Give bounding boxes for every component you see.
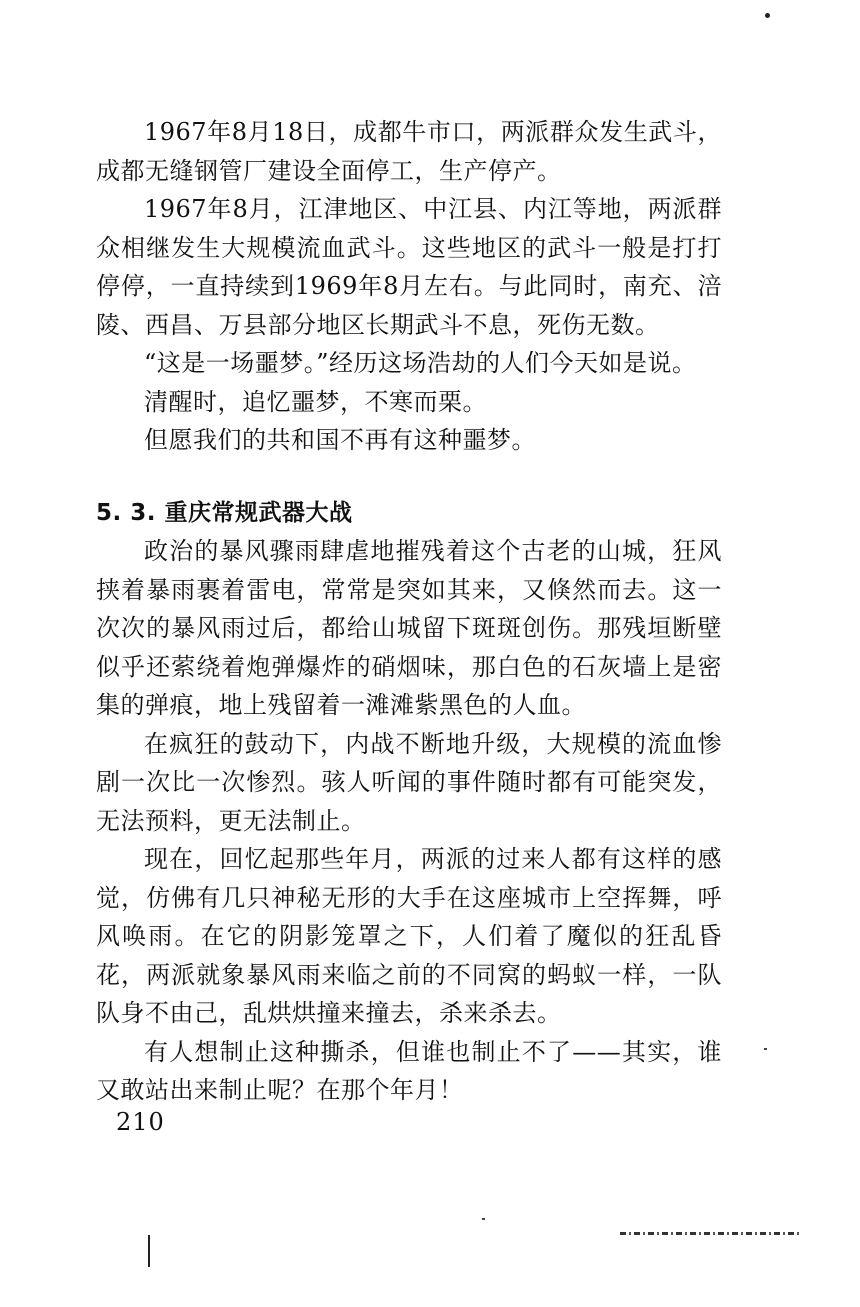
paragraph: 在疯狂的鼓动下，内战不断地升级，大规模的流血惨剧一次比一次惨烈。骇人听闻的事件随时都有可能突发，无法预料，更无法制止。 — [96, 729, 722, 835]
paragraph: “这是一场噩梦。”经历这场浩劫的人们今天如是说。 — [144, 349, 697, 377]
section-gap — [96, 460, 722, 494]
scan-speck — [482, 1218, 485, 1220]
paragraph: 清醒时，追忆噩梦，不寒而栗。 — [144, 387, 487, 416]
paragraph: 1967年8月，江津地区、中江县、内江等地，两派群众相继发生大规模流血武斗。这些地区的武斗一般是打打停停，一直持续到1969年8月左右。与此同时，南充、涪陵、西昌、万县部分地区长期武斗不息，死伤无数。 — [96, 195, 722, 339]
scan-margin-bar — [148, 1235, 150, 1267]
scan-artifact-line — [620, 1232, 800, 1235]
paragraph: 政治的暴风骤雨肆虐地摧残着这个古老的山城，狂风挟着暴雨裹着雷电，常常是突如其来，又倏然而去。这一次次的暴风雨过后，都给山城留下斑斑创伤。那残垣断壁似乎还萦绕着炮弹爆炸的硝烟味，那白色的石灰墙上是密集的弹痕，地上残留着一滩滩紫黑色的人血。 — [96, 537, 722, 719]
paragraph: 现在，回忆起那些年月，两派的过来人都有这样的感觉，仿佛有几只神秘无形的大手在这座城市上空挥舞，呼风唤雨。在它的阴影笼罩之下，人们着了魔似的狂乱昏花，两派就象暴风雨来临之前的不同窝的蚂蚁一样，一队队身不由己，乱烘烘撞来撞去，杀来杀去。 — [96, 845, 722, 1027]
page-number: 210 — [116, 1108, 165, 1136]
paragraph: 有人想制止这种撕杀，但谁也制止不了——其实，谁又敢站出来制止呢？在那个年月！ — [96, 1037, 722, 1104]
scan-dot-mark — [765, 13, 770, 18]
scan-speck — [764, 1048, 767, 1050]
body-text — [96, 113, 722, 1110]
section-heading: 5. 3. 重庆常规武器大战 — [96, 499, 353, 526]
paragraph: 1967年8月18日，成都牛市口，两派群众发生武斗，成都无缝钢管厂建设全面停工，生产停产。 — [96, 118, 722, 185]
paragraph: 但愿我们的共和国不再有这种噩梦。 — [144, 426, 536, 454]
